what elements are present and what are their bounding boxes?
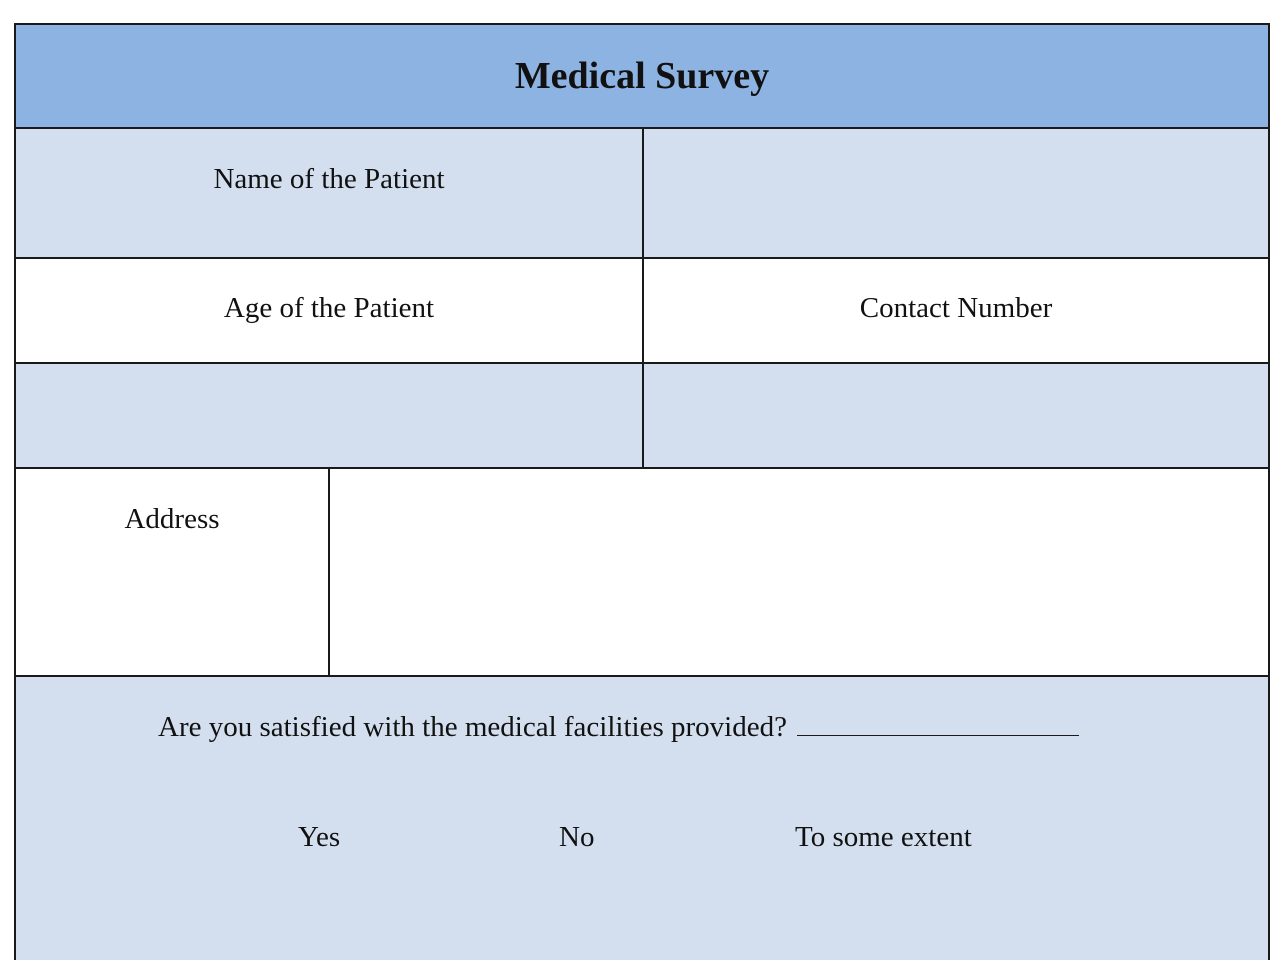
satisfaction-question-section	[16, 677, 1268, 960]
patient-name-label: Name of the Patient	[213, 163, 445, 195]
contact-number-field[interactable]	[644, 364, 1268, 469]
address-label: Address	[124, 503, 220, 535]
contact-number-label: Contact Number	[859, 292, 1053, 324]
address-field[interactable]	[330, 469, 1268, 677]
satisfaction-question	[158, 711, 1079, 744]
patient-name-field[interactable]	[644, 129, 1268, 259]
medical-survey-form	[14, 23, 1270, 960]
patient-age-label: Age of the Patient	[223, 292, 435, 324]
satisfaction-question-text: Are you satisfied with the medical facilities provided?	[158, 711, 787, 743]
form-title-bar	[16, 25, 1268, 129]
patient-name-label-cell	[16, 129, 644, 259]
patient-age-label-cell	[16, 259, 644, 364]
patient-age-field[interactable]	[16, 364, 644, 469]
contact-number-label-cell	[644, 259, 1268, 364]
option-no[interactable]: No	[559, 821, 595, 853]
address-label-cell	[16, 469, 330, 677]
option-yes[interactable]: Yes	[298, 821, 341, 853]
satisfaction-answer-line[interactable]	[797, 734, 1079, 736]
option-to-some-extent[interactable]: To some extent	[795, 821, 972, 853]
form-title: Medical Survey	[514, 55, 770, 97]
